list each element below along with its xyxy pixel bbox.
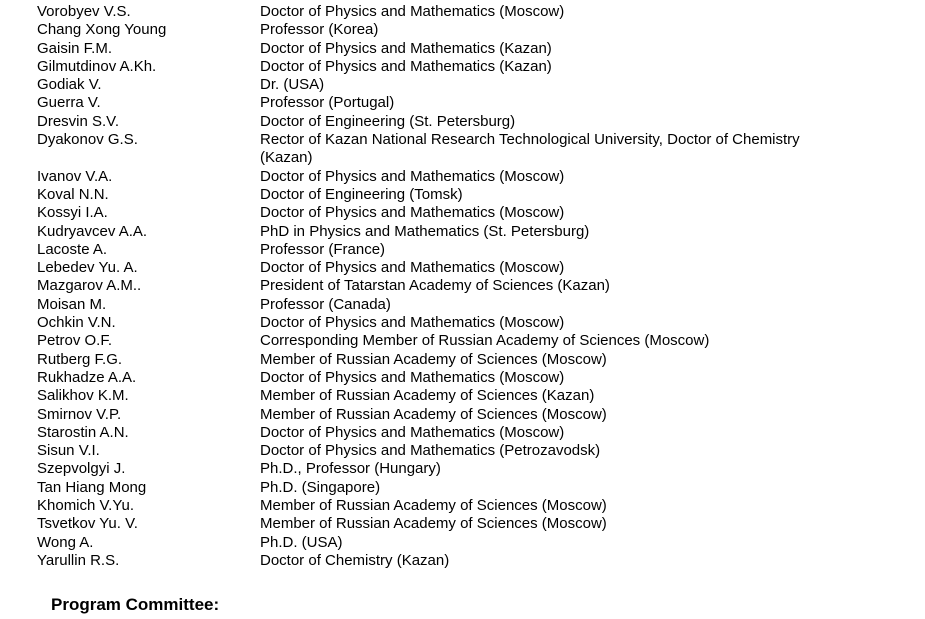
member-name: Starostin A.N. <box>37 423 129 441</box>
member-title: Doctor of Physics and Mathematics (Moscow) <box>260 3 565 20</box>
member-title: Doctor of Physics and Mathematics (Moscow) <box>260 204 565 222</box>
member-name: Godiak V. <box>37 76 102 94</box>
member-name: Yarullin R.S. <box>37 551 120 569</box>
member-name: Ivanov V.A. <box>37 167 113 185</box>
member-row <box>37 351 897 369</box>
member-row <box>37 223 897 241</box>
member-title: Doctor of Physics and Mathematics (Moscow) <box>260 259 565 277</box>
member-title: Doctor of Physics and Mathematics (Petrozavodsk) <box>260 442 601 460</box>
member-name: Dresvin S.V. <box>37 112 119 130</box>
member-name: Rutberg F.G. <box>37 350 123 368</box>
member-name: Smirnov V.P. <box>37 405 122 423</box>
member-name: Lacoste A. <box>37 240 108 258</box>
committee-member-list <box>37 3 897 570</box>
member-name: Ochkin V.N. <box>37 314 116 332</box>
member-title: Member of Russian Academy of Sciences (Moscow) <box>260 350 607 368</box>
member-row <box>37 259 897 277</box>
member-row <box>37 534 897 552</box>
member-title: Doctor of Physics and Mathematics (Kazan) <box>260 39 552 57</box>
member-title: Member of Russian Academy of Sciences (Moscow) <box>260 497 607 515</box>
member-title: Professor (France) <box>260 240 386 258</box>
member-row <box>37 296 897 314</box>
member-row <box>37 424 897 442</box>
member-title: Doctor of Physics and Mathematics (Moscow) <box>260 314 565 332</box>
member-title: Doctor of Engineering (St. Petersburg) <box>260 112 516 130</box>
member-name: Wong A. <box>37 533 94 551</box>
member-title: Professor (Korea) <box>260 21 379 39</box>
member-row <box>37 204 897 222</box>
member-title: Doctor of Physics and Mathematics (Kazan) <box>260 57 552 75</box>
member-row <box>37 332 897 350</box>
member-name: Chang Xong Young <box>37 21 167 39</box>
member-row <box>37 515 897 533</box>
member-name: Dyakonov G.S. <box>37 131 138 149</box>
member-name: Kossyi I.A. <box>37 204 108 222</box>
member-name: Guerra V. <box>37 94 101 112</box>
member-row <box>37 497 897 515</box>
member-name: Sisun V.I. <box>37 442 100 460</box>
member-title: PhD in Physics and Mathematics (St. Petersburg) <box>260 222 590 240</box>
member-row <box>37 387 897 405</box>
member-row <box>37 76 897 94</box>
member-name: Tan Hiang Mong <box>37 478 147 496</box>
member-name: Khomich V.Yu. <box>37 497 135 515</box>
member-name: Petrov O.F. <box>37 332 113 350</box>
member-title: Member of Russian Academy of Sciences (Moscow) <box>260 515 607 533</box>
member-title: Rector of Kazan National Research Technological University, Doctor of Chemistry (Kazan) <box>260 131 800 167</box>
member-title: Corresponding Member of Russian Academy of Sciences (Moscow) <box>260 332 710 350</box>
member-name: Tsvetkov Yu. V. <box>37 515 138 533</box>
member-title: Professor (Portugal) <box>260 94 395 112</box>
member-row <box>37 186 897 204</box>
member-title: Ph.D., Professor (Hungary) <box>260 460 441 478</box>
member-row <box>37 3 897 21</box>
member-title: Ph.D. (Singapore) <box>260 478 381 496</box>
member-title: Doctor of Engineering (Tomsk) <box>260 185 463 203</box>
member-name: Rukhadze A.A. <box>37 368 137 386</box>
member-name: Moisan M. <box>37 295 107 313</box>
member-row <box>37 406 897 424</box>
member-row <box>37 94 897 112</box>
member-row <box>37 168 897 186</box>
member-title: Professor (Canada) <box>260 295 391 313</box>
member-row <box>37 40 897 58</box>
member-row <box>37 460 897 478</box>
member-name: Lebedev Yu. A. <box>37 259 138 277</box>
member-title: Doctor of Physics and Mathematics (Moscow) <box>260 368 565 386</box>
member-name: Koval N.N. <box>37 185 109 203</box>
member-row <box>37 113 897 131</box>
member-row <box>37 241 897 259</box>
member-title: Doctor of Chemistry (Kazan) <box>260 551 450 569</box>
member-row <box>37 369 897 387</box>
member-title: Dr. (USA) <box>260 76 325 94</box>
member-name: Szepvolgyi J. <box>37 460 126 478</box>
member-row <box>37 552 897 570</box>
member-name: Gaisin F.M. <box>37 39 113 57</box>
member-row <box>37 442 897 460</box>
member-title: President of Tatarstan Academy of Sciences (Kazan) <box>260 277 610 295</box>
member-name: Gilmutdinov A.Kh. <box>37 57 157 75</box>
member-title: Doctor of Physics and Mathematics (Moscow) <box>260 423 565 441</box>
member-name: Mazgarov A.M.. <box>37 277 142 295</box>
member-row <box>37 131 897 168</box>
member-row <box>37 277 897 295</box>
member-row <box>37 21 897 39</box>
member-name: Salikhov K.M. <box>37 387 129 405</box>
member-row <box>37 314 897 332</box>
member-row <box>37 58 897 76</box>
member-title: Ph.D. (USA) <box>260 533 343 551</box>
member-title: Doctor of Physics and Mathematics (Moscow) <box>260 167 565 185</box>
program-committee-heading: Program Committee: <box>51 595 220 614</box>
member-row <box>37 479 897 497</box>
member-name: Vorobyev V.S. <box>37 3 131 20</box>
member-name: Kudryavcev A.A. <box>37 222 148 240</box>
member-title: Member of Russian Academy of Sciences (Moscow) <box>260 405 607 423</box>
member-title: Member of Russian Academy of Sciences (Kazan) <box>260 387 595 405</box>
